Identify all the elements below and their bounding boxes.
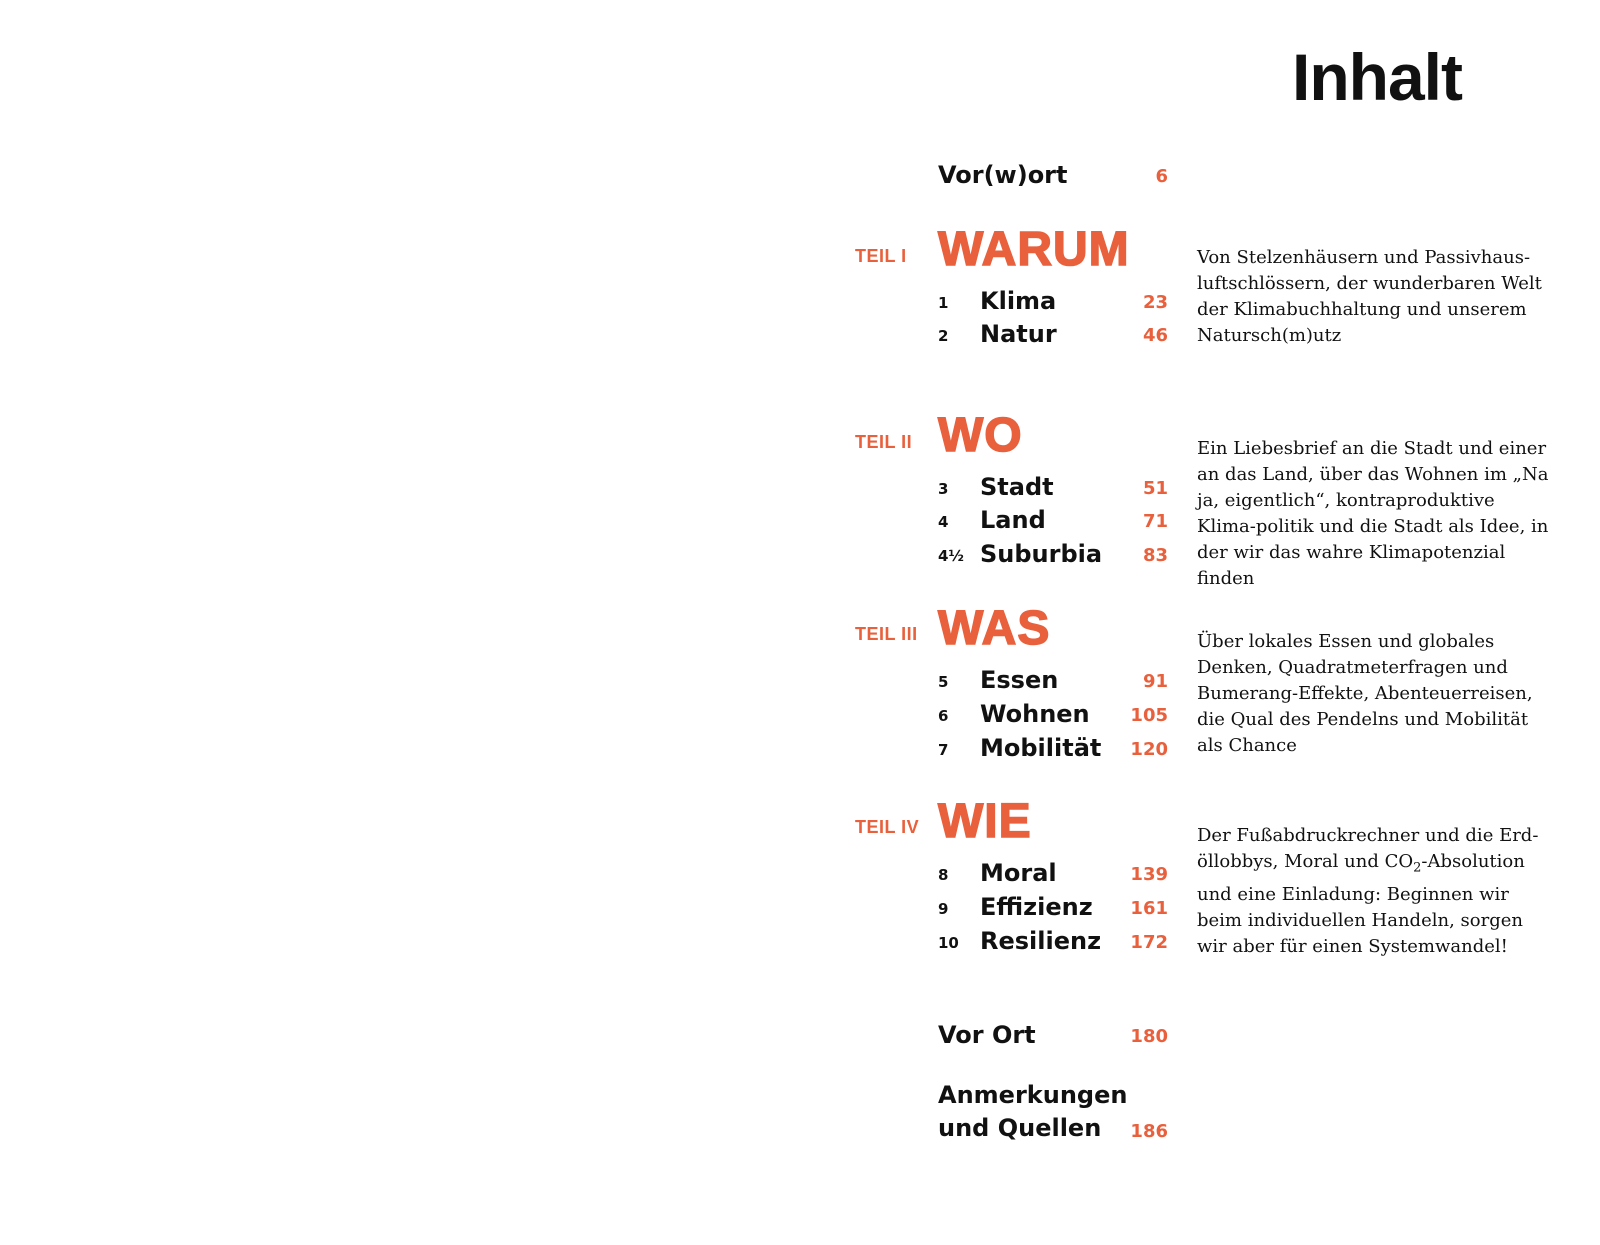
notes-label-line-1[interactable]: Anmerkungen [938, 1081, 1128, 1109]
part-3-label: TEIL III [855, 624, 918, 644]
part-3-heading[interactable]: WAS [938, 602, 1051, 655]
chapter-4-half-page: 83 [1142, 545, 1168, 566]
part-4-description [1197, 823, 1549, 960]
chapter-5-name[interactable]: Essen [980, 666, 1059, 694]
chapter-2-name[interactable]: Natur [980, 320, 1057, 348]
part-1-heading[interactable]: WARUM [938, 223, 1130, 276]
afterword-page: 180 [1130, 1026, 1168, 1047]
notes-label-line-2[interactable]: und Quellen [938, 1114, 1102, 1142]
part-1-label: TEIL I [855, 246, 907, 266]
chapter-5-number: 5 [938, 673, 949, 691]
chapter-8-page: 139 [1130, 864, 1168, 885]
chapter-8-name[interactable]: Moral [980, 859, 1057, 887]
foreword-label[interactable]: Vor(w)ort [938, 161, 1068, 189]
chapter-1-name[interactable]: Klima [980, 287, 1057, 315]
chapter-2-number: 2 [938, 327, 949, 345]
part-4-description-start: Der Fußabdruckrechner und die Erd-öllobbys, Moral und CO [1197, 825, 1539, 872]
chapter-7-number: 7 [938, 741, 949, 759]
chapter-6-name[interactable]: Wohnen [980, 700, 1090, 728]
chapter-6-number: 6 [938, 707, 949, 725]
chapter-5-page: 91 [1142, 671, 1168, 692]
part-1-description: Von Stelzenhäusern und Passivhaus-luftschlössern, der wunderbaren Welt der Klimabuchhaltung und unserem Natursch(m)utz [1197, 247, 1542, 346]
chapter-3-page: 51 [1142, 478, 1168, 499]
part-4-label: TEIL IV [855, 817, 920, 837]
chapter-9-page: 161 [1130, 898, 1168, 919]
chapter-4-half-name[interactable]: Suburbia [980, 540, 1103, 568]
chapter-1-page: 23 [1142, 292, 1168, 313]
page-title: Inhalt [1292, 40, 1462, 114]
chapter-3-name[interactable]: Stadt [980, 473, 1054, 501]
chapter-8-number: 8 [938, 866, 949, 884]
part-2-heading[interactable]: WO [938, 409, 1023, 462]
chapter-6-page: 105 [1130, 705, 1168, 726]
chapter-4-name[interactable]: Land [980, 506, 1046, 534]
chapter-4-half-number: 4½ [938, 547, 964, 565]
chapter-10-number: 10 [938, 934, 959, 952]
part-3-description: Über lokales Essen und globales Denken, Quadratmeterfragen und Bumerang-Effekte, Abenteuerreisen, die Qual des Pendelns und Mobilität als Chance [1197, 631, 1533, 756]
part-2-description: Ein Liebesbrief an die Stadt und einer an das Land, über das Wohnen im „Na ja, eigentlich“, kontraproduktive Klima-politik und die Stadt als Idee, in der wir das wahre Klimapotenzial finden [1197, 438, 1549, 589]
chapter-2-page: 46 [1142, 325, 1168, 346]
chapter-3-number: 3 [938, 480, 949, 498]
chapter-4-page: 71 [1142, 511, 1168, 532]
chapter-4-number: 4 [938, 513, 949, 531]
chapter-10-page: 172 [1130, 932, 1168, 953]
chapter-10-name[interactable]: Resilienz [980, 927, 1102, 955]
part-2-label: TEIL II [855, 432, 913, 452]
co2-subscript: 2 [1413, 860, 1422, 876]
foreword-page: 6 [1155, 166, 1168, 187]
part-4-description-end: -Absolution und eine Einladung: Beginnen wir beim individuellen Handeln, sorgen wir aber für einen Systemwandel! [1197, 851, 1525, 957]
notes-page: 186 [1130, 1121, 1168, 1142]
part-4-heading[interactable]: WIE [938, 795, 1032, 848]
chapter-9-number: 9 [938, 900, 949, 918]
chapter-7-page: 120 [1130, 739, 1168, 760]
chapter-7-name[interactable]: Mobilität [980, 734, 1102, 762]
afterword-label[interactable]: Vor Ort [938, 1021, 1036, 1049]
chapter-1-number: 1 [938, 294, 949, 312]
chapter-9-name[interactable]: Effizienz [980, 893, 1093, 921]
